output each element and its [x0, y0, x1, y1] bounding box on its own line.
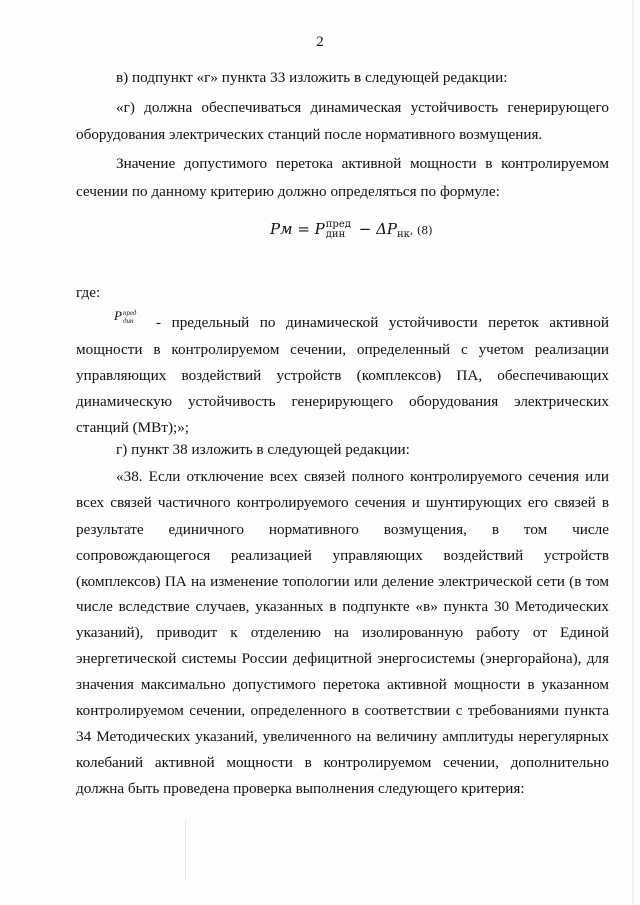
text-line: указаний), приводит к отделению на изолированную работу от Единой — [76, 624, 609, 641]
text-line: г) пункт 38 изложить в следующей редакции: — [116, 441, 410, 458]
formula — [270, 220, 433, 240]
variable-indices — [123, 309, 136, 325]
text-line: «38. Если отключение всех связей полного контролируемого сечения или — [116, 468, 609, 485]
text-line: управляющих воздействий устройств (комплексов) ПА, обеспечивающих — [76, 367, 609, 384]
text-line: числе вследствие случаев, указанных в подпункте «в» пункта 30 Методических — [76, 598, 609, 615]
text-line: сечении по данному критерию должно определяться по формуле: — [76, 183, 500, 200]
text-line: сопровождающегося реализацией управляющих воздействий устройств — [76, 547, 609, 564]
text-line: всех связей частичного контролируемого сечения и шунтирующих его связей в — [76, 494, 609, 511]
formula-number: , (8) — [409, 224, 433, 237]
text-line: динамическую устойчивость генерирующего оборудования электрических — [76, 393, 609, 410]
page-number: 2 — [316, 34, 324, 50]
variable-p: P — [114, 308, 122, 323]
scan-edge-shadow — [632, 0, 634, 905]
text-line: колебаний активной мощности в контролируемом сечении, дополнительно — [76, 754, 609, 771]
variable-sub: дин — [122, 317, 134, 326]
variable-symbol — [114, 308, 136, 325]
text-line: 34 Методических указаний, увеличенного на величину амплитуды нерегулярных — [76, 728, 609, 745]
text-line: мощности в контролируемом сечении, определенный с учетом реализации — [76, 341, 609, 358]
text-line: значения максимально допустимого перетока активной мощности в указанном — [76, 676, 609, 693]
text-line: в) подпункт «г» пункта 33 изложить в следующей редакции: — [116, 69, 508, 86]
formula-delta-p: ΔP — [376, 220, 397, 238]
text-line: Значение допустимого перетока активной мощности в контролируемом — [116, 155, 609, 172]
text-line: где: — [76, 284, 101, 301]
formula-p: P — [314, 220, 325, 238]
text-line: «г) должна обеспечиваться динамическая устойчивость генерирующего — [116, 99, 609, 116]
scan-artifact — [185, 820, 186, 880]
formula-indices — [326, 220, 351, 240]
formula-equals: = — [297, 220, 310, 238]
formula-minus: − — [358, 220, 372, 238]
text-line: результате единичного нормативного возмущения, в том числе — [76, 521, 609, 538]
text-line: энергетической системы России дефицитной энергосистемы (энергорайона), для — [76, 650, 609, 667]
text-line: (комплексов) ПА на изменение топологии или деление электрической сети (в том — [76, 573, 609, 590]
text-line: контролируемом сечении, определенного в соответствии с требованиями пункта — [76, 702, 609, 719]
formula-delta-sub: нк — [397, 229, 410, 240]
text-line: - предельный по динамической устойчивости переток активной — [156, 314, 609, 331]
variable-sup: пред — [122, 309, 137, 318]
formula-sup: пред — [325, 219, 351, 230]
formula-sub: дин — [325, 229, 346, 240]
text-line: оборудования электрических станций после нормативного возмущения. — [76, 126, 543, 143]
text-line: станций (МВт);»; — [76, 419, 190, 436]
text-line: должна быть проведена проверка выполнения следующего критерия: — [76, 780, 525, 797]
formula-lhs: Pм — [270, 220, 293, 238]
